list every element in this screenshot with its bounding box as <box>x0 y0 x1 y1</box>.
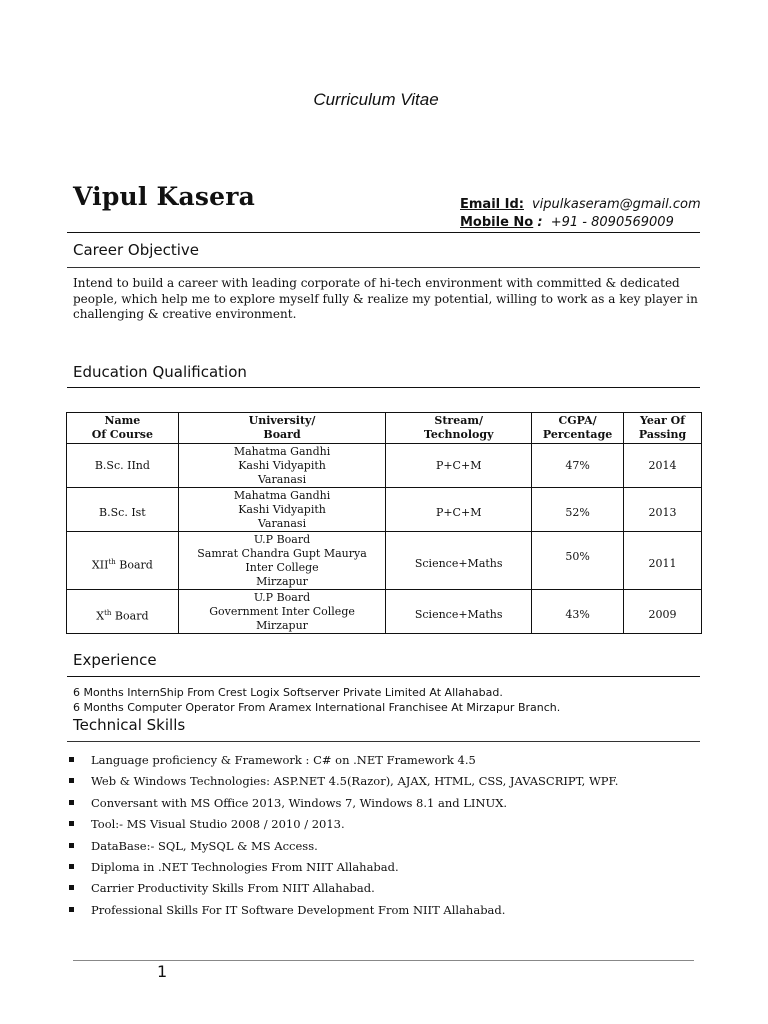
experience-divider <box>67 676 700 677</box>
email-label: Email Id: <box>460 197 524 212</box>
bullet-icon <box>69 907 74 912</box>
table-row <box>67 532 702 590</box>
list-item: Web & Windows Technologies: ASP.NET 4.5(Razor), AJAX, HTML, CSS, JAVASCRIPT, WPF. <box>67 773 697 794</box>
header-year: Year Of Passing <box>624 413 702 444</box>
year-cell: 2009 <box>624 590 702 634</box>
contact-block <box>460 196 701 232</box>
education-table <box>66 412 702 634</box>
mobile-row <box>460 214 701 232</box>
course-cell: B.Sc. Ist <box>67 488 179 532</box>
experience-line: 6 Months InternShip From Crest Logix Softserver Private Limited At Allahabad. <box>73 686 503 699</box>
header-percentage: CGPA/ Percentage <box>532 413 624 444</box>
mobile-label: Mobile No <box>460 215 534 230</box>
technical-skills-divider <box>67 741 700 742</box>
bullet-icon <box>69 821 74 826</box>
percentage-cell: 47% <box>532 444 624 488</box>
stream-cell: Science+Maths <box>386 590 532 634</box>
education-header-row <box>67 413 702 444</box>
mobile-colon: : <box>537 215 543 230</box>
footer-divider <box>73 960 694 961</box>
email-value: vipulkaseram@gmail.com <box>531 197 701 212</box>
table-row <box>67 444 702 488</box>
career-objective-divider <box>67 267 700 268</box>
bullet-icon <box>69 885 74 890</box>
board-cell: U.P Board Government Inter College Mirzapur <box>178 590 386 634</box>
list-item: Professional Skills For IT Software Development From NIIT Allahabad. <box>67 902 697 923</box>
bullet-icon <box>69 757 74 762</box>
header-course: Name Of Course <box>67 413 179 444</box>
experience-heading: Experience <box>73 651 157 669</box>
list-item: Language proficiency & Framework : C# on .NET Framework 4.5 <box>67 752 697 773</box>
list-item: Tool:- MS Visual Studio 2008 / 2010 / 2013. <box>67 816 697 837</box>
page-number: 1 <box>157 962 168 981</box>
course-cell: B.Sc. IInd <box>67 444 179 488</box>
stream-cell: Science+Maths <box>386 532 532 590</box>
table-row <box>67 488 702 532</box>
course-cell: XIIth Board <box>67 532 179 590</box>
board-cell: Mahatma Gandhi Kashi Vidyapith Varanasi <box>178 488 386 532</box>
mobile-value: +91 - 8090569009 <box>550 215 674 230</box>
bullet-icon <box>69 864 74 869</box>
career-objective-heading: Career Objective <box>73 241 200 259</box>
year-cell: 2011 <box>624 532 702 590</box>
percentage-cell: 50% <box>532 532 624 590</box>
year-cell: 2013 <box>624 488 702 532</box>
bullet-icon <box>69 800 74 805</box>
list-item: DataBase:- SQL, MySQL & MS Access. <box>67 838 697 859</box>
technical-skills-heading: Technical Skills <box>73 716 186 734</box>
skills-list <box>67 752 697 923</box>
list-item: Diploma in .NET Technologies From NIIT Allahabad. <box>67 859 697 880</box>
list-item: Carrier Productivity Skills From NIIT Allahabad. <box>67 880 697 901</box>
stream-cell: P+C+M <box>386 488 532 532</box>
board-cell: U.P Board Samrat Chandra Gupt Maurya Inter College Mirzapur <box>178 532 386 590</box>
header-divider <box>67 232 700 233</box>
education-divider <box>67 387 700 388</box>
bullet-icon <box>69 843 74 848</box>
education-heading: Education Qualification <box>73 363 247 381</box>
year-cell: 2014 <box>624 444 702 488</box>
list-item: Conversant with MS Office 2013, Windows 7, Windows 8.1 and LINUX. <box>67 795 697 816</box>
board-cell: Mahatma Gandhi Kashi Vidyapith Varanasi <box>178 444 386 488</box>
document-title: Curriculum Vitae <box>313 90 439 109</box>
candidate-name: Vipul Kasera <box>73 182 255 211</box>
header-board: University/ Board <box>178 413 386 444</box>
stream-cell: P+C+M <box>386 444 532 488</box>
percentage-cell: 43% <box>532 590 624 634</box>
experience-line: 6 Months Computer Operator From Aramex International Franchisee At Mirzapur Branch. <box>73 701 561 714</box>
career-objective-text: Intend to build a career with leading corporate of hi-tech environment with committed & dedicated people, which help me to explore myself fully & realize my potential, willing to work as a key player in challenging & creative environment. <box>73 276 698 321</box>
email-row <box>460 196 701 214</box>
percentage-cell: 52% <box>532 488 624 532</box>
header-stream: Stream/ Technology <box>386 413 532 444</box>
bullet-icon <box>69 778 74 783</box>
table-row <box>67 590 702 634</box>
course-cell: Xth Board <box>67 590 179 634</box>
